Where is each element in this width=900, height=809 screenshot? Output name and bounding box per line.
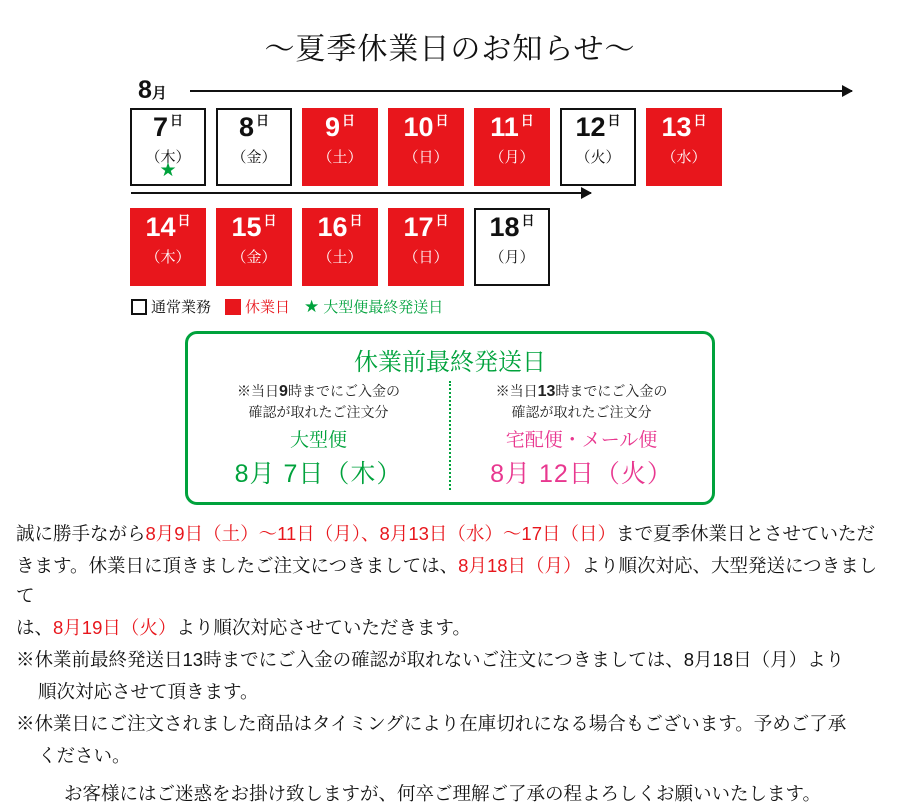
notice-paragraph-1: 誠に勝手ながら8月9日（土）〜11日（月）、8月13日（水）〜17日（日）まで夏季休業日とさせていただ (16, 523, 876, 545)
legend-swatch-normal (131, 299, 147, 315)
day-cell-holiday (216, 208, 292, 286)
day-number: 18 $^日$ (489, 212, 535, 242)
info-date-courier: 8月 12日（火） (490, 460, 673, 489)
legend (131, 296, 900, 317)
day-number: 17 $^日$ (403, 212, 449, 242)
page-title: 〜夏季休業日のお知らせ〜 (264, 33, 636, 66)
last-shipping-info-box (185, 331, 715, 505)
day-cell (560, 108, 636, 186)
day-of-week: （日） (403, 249, 449, 266)
day-number: 14 $^日$ (145, 212, 191, 242)
month-label (138, 76, 167, 105)
legend-label-holiday: 休業日 (245, 299, 291, 316)
notice-closing: お客様にはご迷惑をお掛け致しますが、何卒ご理解ご了承の程よろしくお願いいたします。 (64, 783, 822, 805)
info-col-large-parcel (188, 381, 451, 490)
day-of-week: （金） (231, 149, 277, 166)
notice-paragraph-7: ください。 (38, 745, 131, 767)
day-cell-holiday (646, 108, 722, 186)
day-cell (474, 208, 550, 286)
notice-paragraph-2: きます。休業日に頂きましたご注文につきましては、8月18日（月）より順次対応、大型発送につきまして (16, 555, 878, 607)
day-of-week: （火） (575, 149, 621, 166)
day-of-week: （木） (145, 149, 191, 166)
day-cell-holiday (388, 208, 464, 286)
info-col-courier (451, 381, 712, 490)
day-number: 13 $^日$ (661, 112, 707, 142)
day-number: 9 $^日$ (324, 112, 356, 142)
info-note-large: ※当日9時までにご入金の 確認が取れたご注文分 (237, 383, 400, 420)
day-number: 15 $^日$ (231, 212, 277, 242)
info-note-courier: ※当日13時までにご入金の 確認が取れたご注文分 (495, 383, 668, 420)
info-kind-courier: 宅配便・メール便 (505, 430, 658, 452)
month-number: 8 (138, 76, 152, 104)
info-kind-large: 大型便 (289, 430, 347, 452)
info-box-heading: 休業前最終発送日 (354, 349, 546, 376)
notice-paragraph-4: ※休業前最終発送日13時までにご入金の確認が取れないご注文につきましては、8月18日（月）より (16, 649, 845, 671)
timeline-arrow-icon (190, 90, 852, 92)
notice-paragraph-3: は、8月19日（火）より順次対応させていただきます。 (16, 617, 471, 639)
star-icon: ★ (159, 160, 177, 181)
day-cell (216, 108, 292, 186)
info-date-large: 8月 7日（木） (234, 460, 403, 489)
timeline-arrow-icon-2 (131, 192, 591, 194)
calendar-week-2 (130, 208, 900, 286)
day-of-week: （日） (403, 149, 449, 166)
day-cell-holiday (474, 108, 550, 186)
day-number: 12 $^日$ (575, 112, 621, 142)
day-of-week: （土） (317, 149, 363, 166)
day-number: 7 $^日$ (152, 112, 184, 142)
legend-swatch-holiday (225, 299, 241, 315)
calendar (0, 78, 900, 317)
notice-body (16, 519, 884, 809)
calendar-week-1 (130, 108, 900, 186)
day-cell-holiday (302, 208, 378, 286)
day-cell (130, 108, 206, 186)
day-cell-holiday (388, 108, 464, 186)
notice-paragraph-6: ※休業日にご注文されました商品はタイミングにより在庫切れになる場合もございます。予めご了承 (16, 713, 847, 735)
calendar-header (130, 78, 900, 104)
day-number: 8 $^日$ (238, 112, 270, 142)
day-cell-holiday (130, 208, 206, 286)
day-of-week: （金） (231, 249, 277, 266)
day-of-week: （土） (317, 249, 363, 266)
day-cell-holiday (302, 108, 378, 186)
legend-label-last-shipping: 大型便最終発送日 (323, 299, 444, 316)
legend-label-normal: 通常業務 (151, 299, 212, 316)
month-suffix: 月 (151, 85, 167, 102)
star-icon: ★ (304, 296, 320, 316)
day-of-week: （水） (661, 149, 707, 166)
day-of-week: （月） (489, 249, 535, 266)
day-number: 16 $^日$ (317, 212, 363, 242)
notice-paragraph-5: 順次対応させて頂きます。 (38, 681, 259, 703)
day-number: 10 $^日$ (403, 112, 449, 142)
day-number: 11 $^日$ (490, 112, 534, 142)
day-of-week: （月） (489, 149, 535, 166)
day-of-week: （木） (145, 249, 191, 266)
